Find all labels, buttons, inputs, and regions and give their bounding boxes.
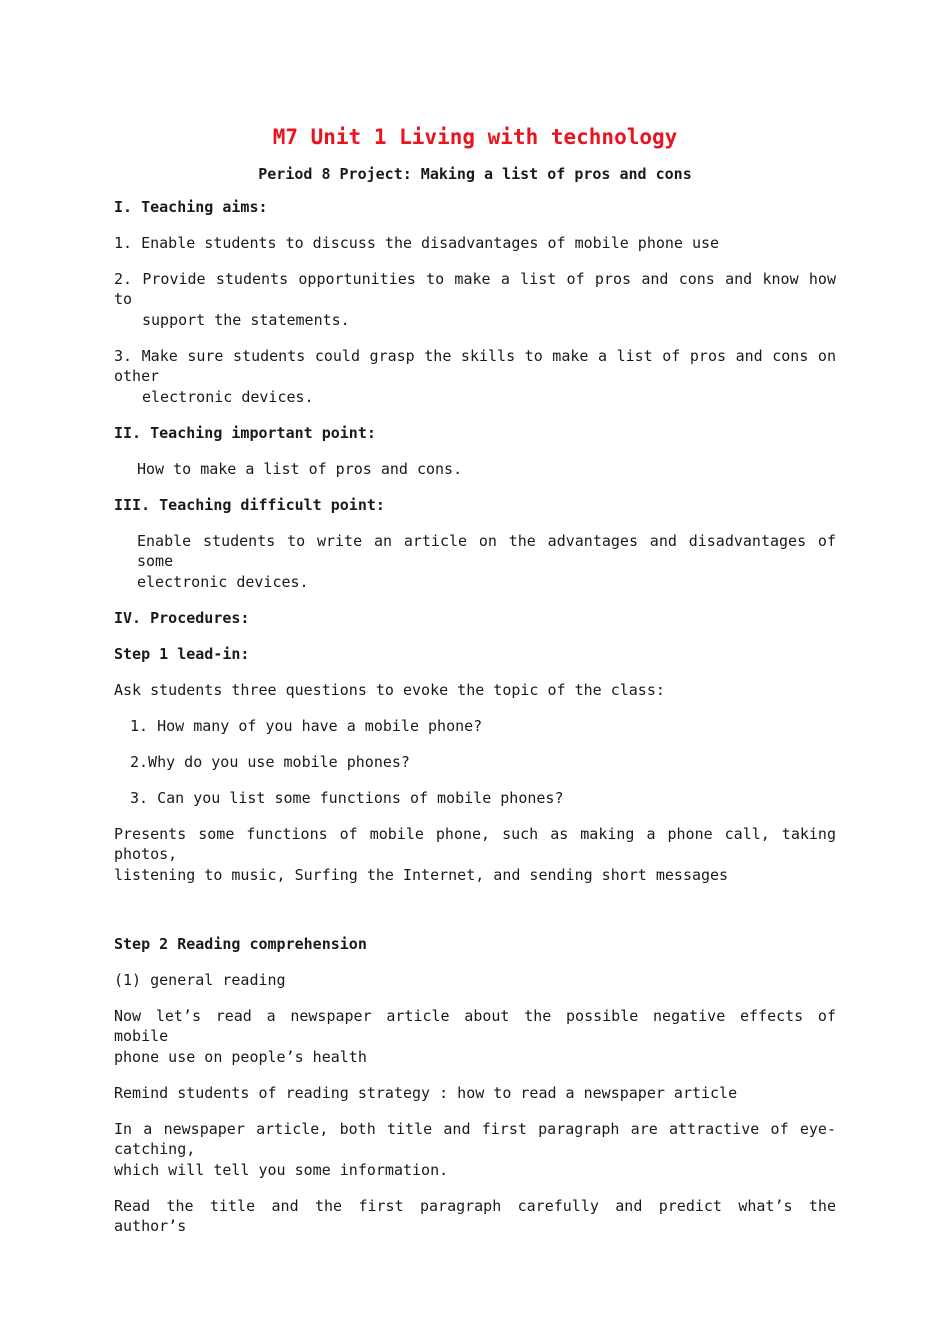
important-text: How to make a list of pros and cons. [137, 460, 463, 478]
difficult-line-2: electronic devices. [137, 573, 309, 591]
step2-paragraph-3-line-1: In a newspaper article, both title and first paragraph are attractive of eye-catching, [114, 1120, 836, 1158]
aims-item-3-line-2: electronic devices. [142, 388, 314, 406]
step1-heading: Step 1 lead-in: [114, 645, 250, 663]
aims-item-2-line-2: support the statements. [142, 311, 350, 329]
step2-paragraph-1-line-2: phone use on people’s health [114, 1048, 367, 1066]
step1-question-2: 2.Why do you use mobile phones? [130, 753, 410, 771]
aims-item-1: 1. Enable students to discuss the disadvantages of mobile phone use [114, 234, 720, 252]
document-subtitle: Period 8 Project: Making a list of pros and cons [258, 165, 692, 183]
difficult-line-1: Enable students to write an article on the advantages and disadvantages of some [137, 532, 836, 570]
step2-paragraph-4-line-1: Read the title and the first paragraph carefully and predict what’s the author’s [114, 1197, 836, 1235]
document-title: M7 Unit 1 Living with technology [272, 125, 678, 149]
step2-heading: Step 2 Reading comprehension [114, 935, 367, 953]
step1-question-3: 3. Can you list some functions of mobile phones? [130, 789, 564, 807]
step2-general-reading: (1) general reading [114, 971, 286, 989]
step1-presents-line-2: listening to music, Surfing the Internet, and sending short messages [114, 866, 729, 884]
step2-paragraph-3-line-2: which will tell you some information. [114, 1161, 449, 1179]
aims-item-3-line-1: 3. Make sure students could grasp the skills to make a list of pros and cons on other [114, 347, 836, 385]
difficult-heading: III. Teaching difficult point: [114, 496, 385, 514]
step1-question-1: 1. How many of you have a mobile phone? [130, 717, 483, 735]
procedures-heading: IV. Procedures: [114, 609, 250, 627]
step1-intro: Ask students three questions to evoke the topic of the class: [114, 681, 665, 699]
step1-presents-line-1: Presents some functions of mobile phone, such as making a phone call, taking photos, [114, 825, 836, 863]
step2-paragraph-2: Remind students of reading strategy : how to read a newspaper article [114, 1084, 738, 1102]
aims-item-2-line-1: 2. Provide students opportunities to make a list of pros and cons and know how to [114, 270, 836, 308]
aims-heading: I. Teaching aims: [114, 198, 268, 216]
step2-paragraph-1-line-1: Now let’s read a newspaper article about the possible negative effects of mobile [114, 1007, 836, 1045]
important-heading: II. Teaching important point: [114, 424, 376, 442]
